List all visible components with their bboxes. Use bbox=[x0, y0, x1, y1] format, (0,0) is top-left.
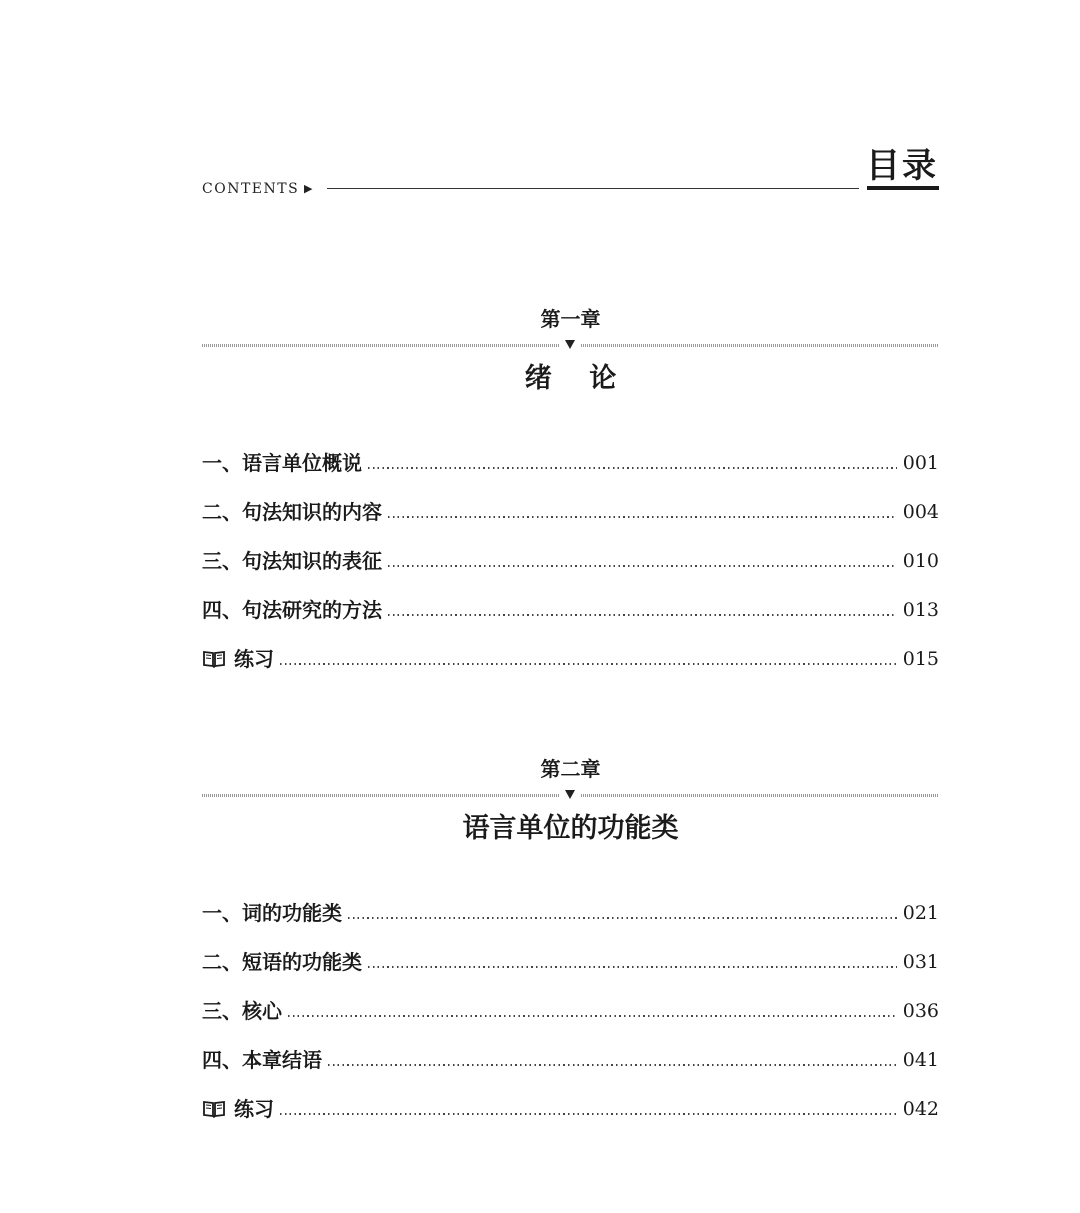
page-number: 021 bbox=[902, 902, 939, 924]
chapter-2-toc bbox=[202, 900, 939, 1145]
chapter-divider bbox=[202, 339, 939, 351]
chapter-title: 绪 论 bbox=[524, 363, 631, 394]
toc-entry[interactable]: 三、核心 036 bbox=[202, 999, 939, 1023]
chapter-1-heading bbox=[202, 305, 939, 397]
page-number: 015 bbox=[902, 648, 939, 670]
page-number: 031 bbox=[902, 951, 939, 973]
page-number: 013 bbox=[902, 599, 939, 621]
title-underline bbox=[867, 186, 939, 190]
book-icon bbox=[202, 649, 226, 669]
chapter-label: 第一章 bbox=[540, 307, 601, 331]
chapter-title: 语言单位的功能类 bbox=[462, 813, 679, 844]
page-title: 目录 bbox=[866, 146, 938, 186]
toc-entry[interactable]: 二、短语的功能类 031 bbox=[202, 950, 939, 974]
toc-entry[interactable]: 一、语言单位概说 001 bbox=[202, 451, 939, 475]
chapter-1-toc bbox=[202, 450, 939, 695]
toc-entry[interactable]: 四、本章结语 041 bbox=[202, 1048, 939, 1072]
page-number: 010 bbox=[902, 550, 939, 572]
contents-label: CONTENTS bbox=[202, 181, 300, 197]
chapter-2-heading bbox=[202, 755, 939, 847]
page-number: 001 bbox=[902, 452, 939, 474]
page-number: 041 bbox=[902, 1049, 939, 1071]
toc-entry[interactable]: 四、句法研究的方法 013 bbox=[202, 598, 939, 622]
toc-entry[interactable]: 二、句法知识的内容 004 bbox=[202, 500, 939, 524]
toc-entry-exercise[interactable]: 练习 015 bbox=[202, 646, 939, 672]
toc-entry[interactable]: 三、句法知识的表征 010 bbox=[202, 549, 939, 573]
book-icon bbox=[202, 1099, 226, 1119]
page-number: 042 bbox=[902, 1098, 939, 1120]
triangle-down-icon bbox=[565, 790, 575, 799]
page-number: 036 bbox=[902, 1000, 939, 1022]
chapter-divider bbox=[202, 789, 939, 801]
header-rule bbox=[327, 188, 859, 189]
page-number: 004 bbox=[902, 501, 939, 523]
chapter-label: 第二章 bbox=[540, 757, 601, 781]
triangle-down-icon bbox=[565, 340, 575, 349]
toc-entry-exercise[interactable]: 练习 042 bbox=[202, 1096, 939, 1122]
arrow-right-icon: ▶ bbox=[304, 182, 313, 195]
toc-entry[interactable]: 一、词的功能类 021 bbox=[202, 901, 939, 925]
